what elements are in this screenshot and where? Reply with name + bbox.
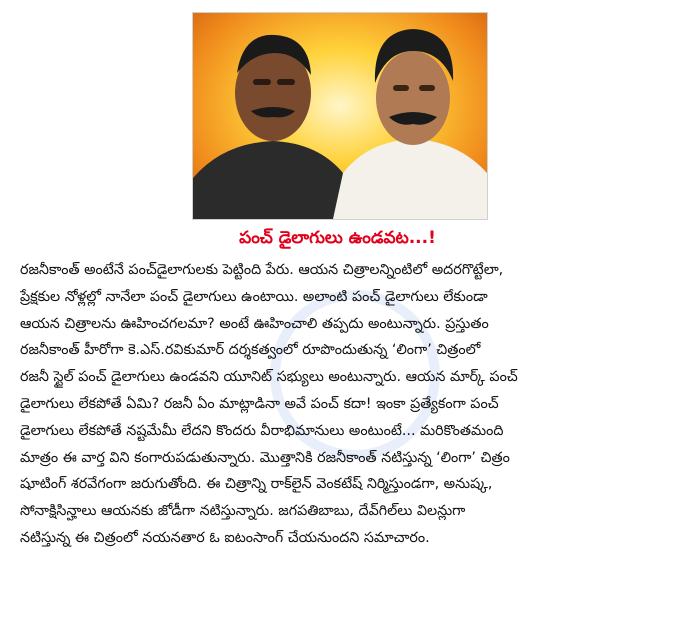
article-line: మాత్రం ఈ వార్త విని కంగారుపడుతున్నారు. మొత్తానికి రజనీకాంత్ నటిస్తున్న ‘లింగా’ చిత్రం (20, 449, 510, 466)
article-line: ఆయన చిత్రాలను ఊహించగలమా? అంటే ఊహించాలి తప్పదు అంటున్నారు. ప్రస్తుతం (20, 315, 489, 332)
article-line: రజనీకాంత్ హీరోగా కె.ఎస్.రవికుమార్ దర్శకత్వంలో రూపొందుతున్న ‘లింగా’ చిత్రంలో (20, 342, 481, 359)
article-line: డైలాగులు లేకపోతే ఏమి? రజనీ ఏం మాట్లాడినా అవే పంచ్ కదా! ఇంకా ప్రత్యేకంగా పంచ్ (20, 395, 499, 412)
photo-illustration (193, 13, 487, 219)
article-line: రజనీకాంత్ అంటేనే పంచ్‌డైలాగులకు పెట్టింది పేరు. ఆయన చిత్రాలన్నింటిలో అదరగొట్టేలా, (20, 262, 504, 278)
article-photo (192, 12, 488, 220)
article-line: సోనాక్షిసిన్హాలు ఆయనకు జోడీగా నటిస్తున్నారు. జగపతిబాబు, దేవ్‌గిల్‌లు విలన్లుగా (20, 503, 466, 520)
article-line: ప్రేక్షకుల నోళ్లల్లో నానేలా పంచ్ డైలాగులు ఉంటాయి. అలాంటి పంచ్ డైలాగులు లేకుండా (20, 288, 488, 305)
article-body (20, 257, 656, 617)
article-line: నటిస్తున్న ఈ చిత్రంలో నయనతార ఓ ఐటంసాంగ్ చేయనుందని సమాచారం. (20, 529, 430, 546)
article-line: షూటింగ్ శరవేగంగా జరుగుతోంది. ఈ చిత్రాన్ని రాక్‌లైన్ వెంకటేష్ నిర్మిస్తుండగా, అనుష్క, (20, 476, 493, 493)
article-line: రజనీ స్టైల్ పంచ్ డైలాగులు ఉండవని యూనిట్ సభ్యులు అంటున్నారు. ఆయన మార్క్ పంచ్ (20, 369, 518, 386)
article-headline: పంచ్ డైలాగులు ఉండవట...! (239, 228, 436, 248)
article-line: డైలాగులు లేకపోతే నష్టమేమీ లేదని కొందరు వీరాభిమానులు అంటుంటే... మరికొంతమంది (20, 422, 504, 439)
